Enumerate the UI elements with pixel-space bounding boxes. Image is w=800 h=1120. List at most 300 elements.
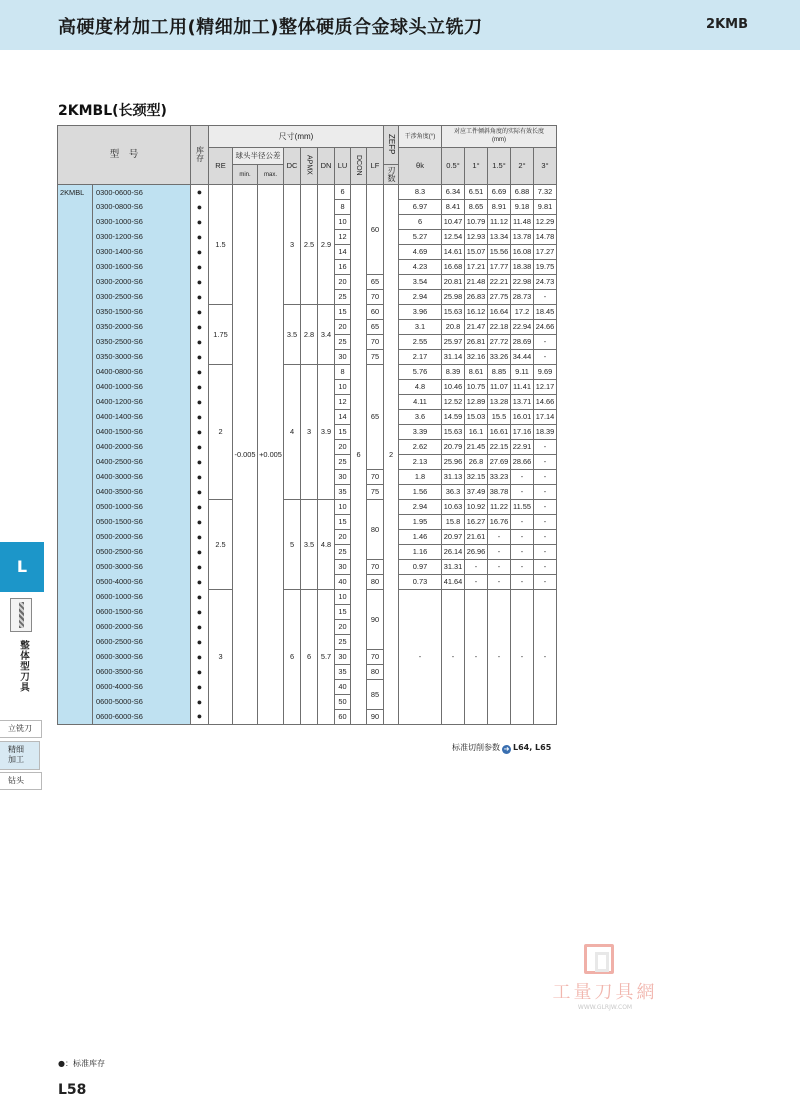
length-2-cell: 34.44	[511, 350, 534, 365]
solid-tool-icon	[10, 598, 32, 632]
series-cell	[58, 215, 93, 230]
stock-cell: ●	[191, 320, 209, 335]
angle-05-header: 0.5°	[442, 148, 465, 185]
theta-cell: 6.97	[399, 200, 442, 215]
model-cell: 0400-0800-S6	[93, 365, 191, 380]
theta-cell: 8.3	[399, 185, 442, 200]
lu-cell: 35	[335, 665, 351, 680]
page-title: 高硬度材加工用(精细加工)整体硬质合金球头立铣刀	[58, 17, 483, 38]
lu-cell: 50	[335, 695, 351, 710]
lu-cell: 12	[335, 230, 351, 245]
lu-cell: 30	[335, 650, 351, 665]
stock-cell: ●	[191, 560, 209, 575]
length-05-cell: -	[442, 590, 465, 725]
length-3-cell: 24.73	[534, 275, 557, 290]
stock-cell: ●	[191, 485, 209, 500]
stock-cell: ●	[191, 275, 209, 290]
lu-cell: 14	[335, 245, 351, 260]
model-cell: 0600-4000-S6	[93, 680, 191, 695]
lu-cell: 10	[335, 590, 351, 605]
length-3-cell: -	[534, 500, 557, 515]
length-1-cell: 17.21	[465, 260, 488, 275]
length-15-cell: 27.75	[488, 290, 511, 305]
series-cell	[58, 620, 93, 635]
length-3-cell: -	[534, 470, 557, 485]
theta-cell: 0.73	[399, 575, 442, 590]
model-cell: 0350-2500-S6	[93, 335, 191, 350]
lu-cell: 30	[335, 470, 351, 485]
stock-cell: ●	[191, 395, 209, 410]
spec-table-body	[58, 185, 557, 725]
length-1-cell: 10.75	[465, 380, 488, 395]
tolerance-max-header: max.	[258, 165, 284, 185]
series-cell	[58, 245, 93, 260]
lu-cell: 15	[335, 425, 351, 440]
section-letter-tab[interactable]: L	[0, 542, 44, 592]
length-15-cell: 11.12	[488, 215, 511, 230]
series-cell	[58, 575, 93, 590]
dn-cell: 5.7	[318, 590, 335, 725]
theta-cell: 0.97	[399, 560, 442, 575]
re-header: RE	[209, 148, 233, 185]
series-cell	[58, 275, 93, 290]
lf-cell: 70	[367, 290, 384, 305]
length-15-cell: 38.78	[488, 485, 511, 500]
length-1-cell: 15.03	[465, 410, 488, 425]
length-2-cell: 28.73	[511, 290, 534, 305]
lu-cell: 40	[335, 680, 351, 695]
model-cell: 0400-2000-S6	[93, 440, 191, 455]
length-1-cell: -	[465, 575, 488, 590]
length-1-cell: 26.8	[465, 455, 488, 470]
theta-cell: 3.1	[399, 320, 442, 335]
interference-angle-header: 干涉角度(°)	[399, 126, 442, 148]
length-2-cell: -	[511, 515, 534, 530]
theta-cell: 4.69	[399, 245, 442, 260]
length-15-cell: 15.56	[488, 245, 511, 260]
length-05-cell: 10.47	[442, 215, 465, 230]
lf-cell: 75	[367, 350, 384, 365]
length-1-cell: 8.65	[465, 200, 488, 215]
length-2-cell: 13.71	[511, 395, 534, 410]
length-2-cell: 18.38	[511, 260, 534, 275]
dcon-header: DCON	[351, 148, 367, 185]
lf-cell: 80	[367, 500, 384, 560]
series-cell	[58, 470, 93, 485]
length-2-cell: -	[511, 560, 534, 575]
length-15-cell: 22.18	[488, 320, 511, 335]
theta-cell: 5.76	[399, 365, 442, 380]
length-2-cell: -	[511, 485, 534, 500]
cutting-reference-label: 标准切削参数	[452, 743, 500, 752]
length-3-cell: 9.81	[534, 200, 557, 215]
series-cell: 2KMBL	[58, 185, 93, 200]
series-cell	[58, 515, 93, 530]
dn-header: DN	[318, 148, 335, 185]
length-3-cell: 19.75	[534, 260, 557, 275]
table-row	[58, 590, 557, 605]
zefp-cell: 2	[384, 185, 399, 725]
dn-cell: 2.9	[318, 185, 335, 305]
lf-cell: 80	[367, 665, 384, 680]
lf-cell: 90	[367, 710, 384, 725]
length-3-cell: -	[534, 530, 557, 545]
angle-3-header: 3°	[534, 148, 557, 185]
dimensions-header: 尺寸(mm)	[209, 126, 384, 148]
model-cell: 0600-3000-S6	[93, 650, 191, 665]
stock-cell: ●	[191, 455, 209, 470]
length-15-cell: 15.5	[488, 410, 511, 425]
length-2-cell: -	[511, 530, 534, 545]
apmx-cell: 2.5	[301, 185, 318, 305]
cutting-reference	[452, 742, 551, 754]
stock-cell: ●	[191, 650, 209, 665]
table-row	[58, 500, 557, 515]
length-1-cell: 16.27	[465, 515, 488, 530]
lu-cell: 12	[335, 395, 351, 410]
length-15-cell: 33.26	[488, 350, 511, 365]
dc-cell: 4	[284, 365, 301, 500]
length-1-cell: 12.89	[465, 395, 488, 410]
stock-header: 库存	[191, 126, 209, 185]
theta-cell: 2.55	[399, 335, 442, 350]
stock-cell: ●	[191, 365, 209, 380]
model-cell: 0600-2500-S6	[93, 635, 191, 650]
length-1-cell: 32.16	[465, 350, 488, 365]
theta-cell: 1.46	[399, 530, 442, 545]
lu-cell: 15	[335, 305, 351, 320]
length-1-cell: 26.81	[465, 335, 488, 350]
length-15-cell: 22.15	[488, 440, 511, 455]
apmx-header: APMX	[301, 148, 318, 185]
length-05-cell: 15.8	[442, 515, 465, 530]
product-code: 2KMB	[706, 17, 748, 32]
length-2-cell: 11.41	[511, 380, 534, 395]
length-1-cell: 16.1	[465, 425, 488, 440]
stock-cell: ●	[191, 440, 209, 455]
length-1-cell: 8.61	[465, 365, 488, 380]
length-15-cell: 13.34	[488, 230, 511, 245]
length-15-cell: 8.85	[488, 365, 511, 380]
length-15-cell: 11.22	[488, 500, 511, 515]
length-2-cell: 28.66	[511, 455, 534, 470]
theta-cell: 3.39	[399, 425, 442, 440]
series-cell	[58, 425, 93, 440]
stock-cell: ●	[191, 350, 209, 365]
length-3-cell: 24.66	[534, 320, 557, 335]
model-header: 型 号	[58, 126, 191, 185]
length-2-cell: 22.98	[511, 275, 534, 290]
dc-header: DC	[284, 148, 301, 185]
length-05-cell: 12.54	[442, 230, 465, 245]
length-1-cell: 21.47	[465, 320, 488, 335]
lu-cell: 20	[335, 620, 351, 635]
length-05-cell: 26.14	[442, 545, 465, 560]
stock-cell: ●	[191, 215, 209, 230]
model-cell: 0350-3000-S6	[93, 350, 191, 365]
stock-cell: ●	[191, 500, 209, 515]
model-cell: 0300-0600-S6	[93, 185, 191, 200]
series-cell	[58, 545, 93, 560]
length-3-cell: 7.32	[534, 185, 557, 200]
length-15-cell: 16.61	[488, 425, 511, 440]
length-3-cell: 17.27	[534, 245, 557, 260]
section-title: 2KMBL(长颈型)	[58, 103, 167, 119]
length-3-cell: 17.14	[534, 410, 557, 425]
theta-cell: 2.94	[399, 500, 442, 515]
stock-cell: ●	[191, 710, 209, 725]
theta-header: θk	[399, 148, 442, 185]
lu-cell: 20	[335, 530, 351, 545]
lf-cell: 85	[367, 680, 384, 710]
theta-cell: 3.96	[399, 305, 442, 320]
length-15-cell: -	[488, 575, 511, 590]
radius-tolerance-header: 球头半径公差	[233, 148, 284, 165]
stock-cell: ●	[191, 260, 209, 275]
stock-cell: ●	[191, 590, 209, 605]
lf-cell: 65	[367, 320, 384, 335]
length-15-cell: 27.69	[488, 455, 511, 470]
watermark-name: 工量刀具網	[552, 982, 658, 1003]
length-15-cell: 27.72	[488, 335, 511, 350]
sidebar-tab-finishing[interactable]: 精细加工	[0, 741, 40, 770]
lu-header: LU	[335, 148, 351, 185]
effective-length-header: 对应工件倾斜角度的实际有效长度(mm)	[442, 126, 557, 148]
stock-cell: ●	[191, 680, 209, 695]
re-cell: 3	[209, 590, 233, 725]
lu-cell: 10	[335, 380, 351, 395]
series-cell	[58, 320, 93, 335]
page-number: L58	[58, 1082, 87, 1098]
lu-cell: 20	[335, 440, 351, 455]
length-05-cell: 36.3	[442, 485, 465, 500]
length-1-cell: 15.07	[465, 245, 488, 260]
length-3-cell: -	[534, 290, 557, 305]
lf-cell: 65	[367, 275, 384, 290]
length-3-cell: -	[534, 485, 557, 500]
length-2-cell: 6.88	[511, 185, 534, 200]
length-2-cell: 17.16	[511, 425, 534, 440]
stock-cell: ●	[191, 470, 209, 485]
model-cell: 0300-1200-S6	[93, 230, 191, 245]
length-2-cell: 22.91	[511, 440, 534, 455]
length-1-cell: 16.12	[465, 305, 488, 320]
theta-cell: 1.16	[399, 545, 442, 560]
length-05-cell: 31.13	[442, 470, 465, 485]
model-cell: 0500-3000-S6	[93, 560, 191, 575]
series-cell	[58, 560, 93, 575]
lf-cell: 80	[367, 575, 384, 590]
length-05-cell: 6.34	[442, 185, 465, 200]
series-cell	[58, 530, 93, 545]
length-05-cell: 20.97	[442, 530, 465, 545]
length-1-cell: 10.92	[465, 500, 488, 515]
length-2-cell: 28.69	[511, 335, 534, 350]
theta-cell: 3.54	[399, 275, 442, 290]
length-1-cell: 10.79	[465, 215, 488, 230]
lf-cell: 75	[367, 485, 384, 500]
length-2-cell: 17.2	[511, 305, 534, 320]
series-cell	[58, 230, 93, 245]
theta-cell: 6	[399, 215, 442, 230]
model-cell: 0600-5000-S6	[93, 695, 191, 710]
length-05-cell: 10.46	[442, 380, 465, 395]
length-2-cell: 16.01	[511, 410, 534, 425]
lu-cell: 20	[335, 320, 351, 335]
lu-cell: 15	[335, 515, 351, 530]
dcon-cell: 6	[351, 185, 367, 725]
length-2-cell: -	[511, 470, 534, 485]
length-1-cell: 21.61	[465, 530, 488, 545]
series-cell	[58, 665, 93, 680]
lu-cell: 30	[335, 350, 351, 365]
lf-cell: 65	[367, 365, 384, 470]
lf-cell: 70	[367, 335, 384, 350]
length-05-cell: 25.98	[442, 290, 465, 305]
model-cell: 0300-0800-S6	[93, 200, 191, 215]
length-15-cell: 6.69	[488, 185, 511, 200]
series-cell	[58, 305, 93, 320]
model-cell: 0400-1500-S6	[93, 425, 191, 440]
table-row	[58, 185, 557, 200]
tolerance-min-header: min.	[233, 165, 258, 185]
angle-1-header: 1°	[465, 148, 488, 185]
lf-cell: 70	[367, 470, 384, 485]
length-2-cell: 16.08	[511, 245, 534, 260]
stock-cell: ●	[191, 695, 209, 710]
length-3-cell: 14.66	[534, 395, 557, 410]
length-2-cell: 11.55	[511, 500, 534, 515]
stock-cell: ●	[191, 635, 209, 650]
dn-cell: 3.4	[318, 305, 335, 365]
apmx-cell: 3	[301, 365, 318, 500]
length-1-cell: -	[465, 590, 488, 725]
length-05-cell: 14.59	[442, 410, 465, 425]
series-cell	[58, 200, 93, 215]
length-1-cell: 21.45	[465, 440, 488, 455]
stock-cell: ●	[191, 545, 209, 560]
length-3-cell: 12.29	[534, 215, 557, 230]
length-1-cell: 12.93	[465, 230, 488, 245]
length-3-cell: -	[534, 440, 557, 455]
length-15-cell: 13.28	[488, 395, 511, 410]
lu-cell: 25	[335, 335, 351, 350]
length-3-cell: 18.39	[534, 425, 557, 440]
theta-cell: 2.13	[399, 455, 442, 470]
length-2-cell: 22.94	[511, 320, 534, 335]
length-15-cell: -	[488, 560, 511, 575]
apmx-cell: 6	[301, 590, 318, 725]
series-cell	[58, 410, 93, 425]
dc-cell: 6	[284, 590, 301, 725]
cutting-reference-pages[interactable]: L64, L65	[513, 743, 552, 752]
model-cell: 0300-2500-S6	[93, 290, 191, 305]
table-row	[58, 365, 557, 380]
theta-cell: 1.56	[399, 485, 442, 500]
length-1-cell: 26.83	[465, 290, 488, 305]
series-cell	[58, 590, 93, 605]
model-cell: 0500-2000-S6	[93, 530, 191, 545]
model-cell: 0400-3500-S6	[93, 485, 191, 500]
model-cell: 0400-1200-S6	[93, 395, 191, 410]
theta-cell: 1.8	[399, 470, 442, 485]
re-cell: 1.5	[209, 185, 233, 305]
spec-table	[57, 125, 557, 725]
model-cell: 0300-1400-S6	[93, 245, 191, 260]
model-cell: 0300-1000-S6	[93, 215, 191, 230]
lu-cell: 16	[335, 260, 351, 275]
stock-cell: ●	[191, 245, 209, 260]
lf-cell: 60	[367, 305, 384, 320]
stock-cell: ●	[191, 380, 209, 395]
model-cell: 0350-2000-S6	[93, 320, 191, 335]
model-cell: 0600-3500-S6	[93, 665, 191, 680]
length-15-cell: -	[488, 545, 511, 560]
series-cell	[58, 395, 93, 410]
length-2-cell: 9.11	[511, 365, 534, 380]
sidebar-tab-drill[interactable]: 钻头	[0, 772, 42, 790]
model-cell: 0300-1600-S6	[93, 260, 191, 275]
page-header	[0, 0, 800, 50]
lf-header: LF	[367, 148, 384, 185]
lu-cell: 25	[335, 455, 351, 470]
model-cell: 0600-6000-S6	[93, 710, 191, 725]
length-05-cell: 8.39	[442, 365, 465, 380]
length-3-cell: -	[534, 590, 557, 725]
length-05-cell: 15.63	[442, 425, 465, 440]
length-1-cell: 32.15	[465, 470, 488, 485]
stock-cell: ●	[191, 665, 209, 680]
length-3-cell: -	[534, 455, 557, 470]
theta-cell: 2.62	[399, 440, 442, 455]
angle-15-header: 1.5°	[488, 148, 511, 185]
series-cell	[58, 350, 93, 365]
dn-cell: 3.9	[318, 365, 335, 500]
model-cell: 0500-2500-S6	[93, 545, 191, 560]
length-2-cell: 9.18	[511, 200, 534, 215]
series-cell	[58, 485, 93, 500]
lu-cell: 14	[335, 410, 351, 425]
series-cell	[58, 680, 93, 695]
length-05-cell: 20.79	[442, 440, 465, 455]
dc-cell: 3	[284, 185, 301, 305]
length-2-cell: -	[511, 545, 534, 560]
series-cell	[58, 710, 93, 725]
theta-cell: -	[399, 590, 442, 725]
stock-cell: ●	[191, 410, 209, 425]
theta-cell: 5.27	[399, 230, 442, 245]
apmx-cell: 3.5	[301, 500, 318, 590]
lu-cell: 40	[335, 575, 351, 590]
length-15-cell: 16.64	[488, 305, 511, 320]
lf-cell: 70	[367, 650, 384, 665]
length-3-cell: -	[534, 545, 557, 560]
length-15-cell: 17.77	[488, 260, 511, 275]
length-05-cell: 8.41	[442, 200, 465, 215]
length-3-cell: 9.69	[534, 365, 557, 380]
model-cell: 0300-2000-S6	[93, 275, 191, 290]
length-05-cell: 12.52	[442, 395, 465, 410]
sidebar-tab-end-mill[interactable]: 立铣刀	[0, 720, 42, 738]
stock-cell: ●	[191, 530, 209, 545]
series-cell	[58, 500, 93, 515]
length-05-cell: 10.63	[442, 500, 465, 515]
dc-cell: 5	[284, 500, 301, 590]
model-cell: 0600-2000-S6	[93, 620, 191, 635]
series-cell	[58, 635, 93, 650]
series-cell	[58, 380, 93, 395]
table-row	[58, 305, 557, 320]
